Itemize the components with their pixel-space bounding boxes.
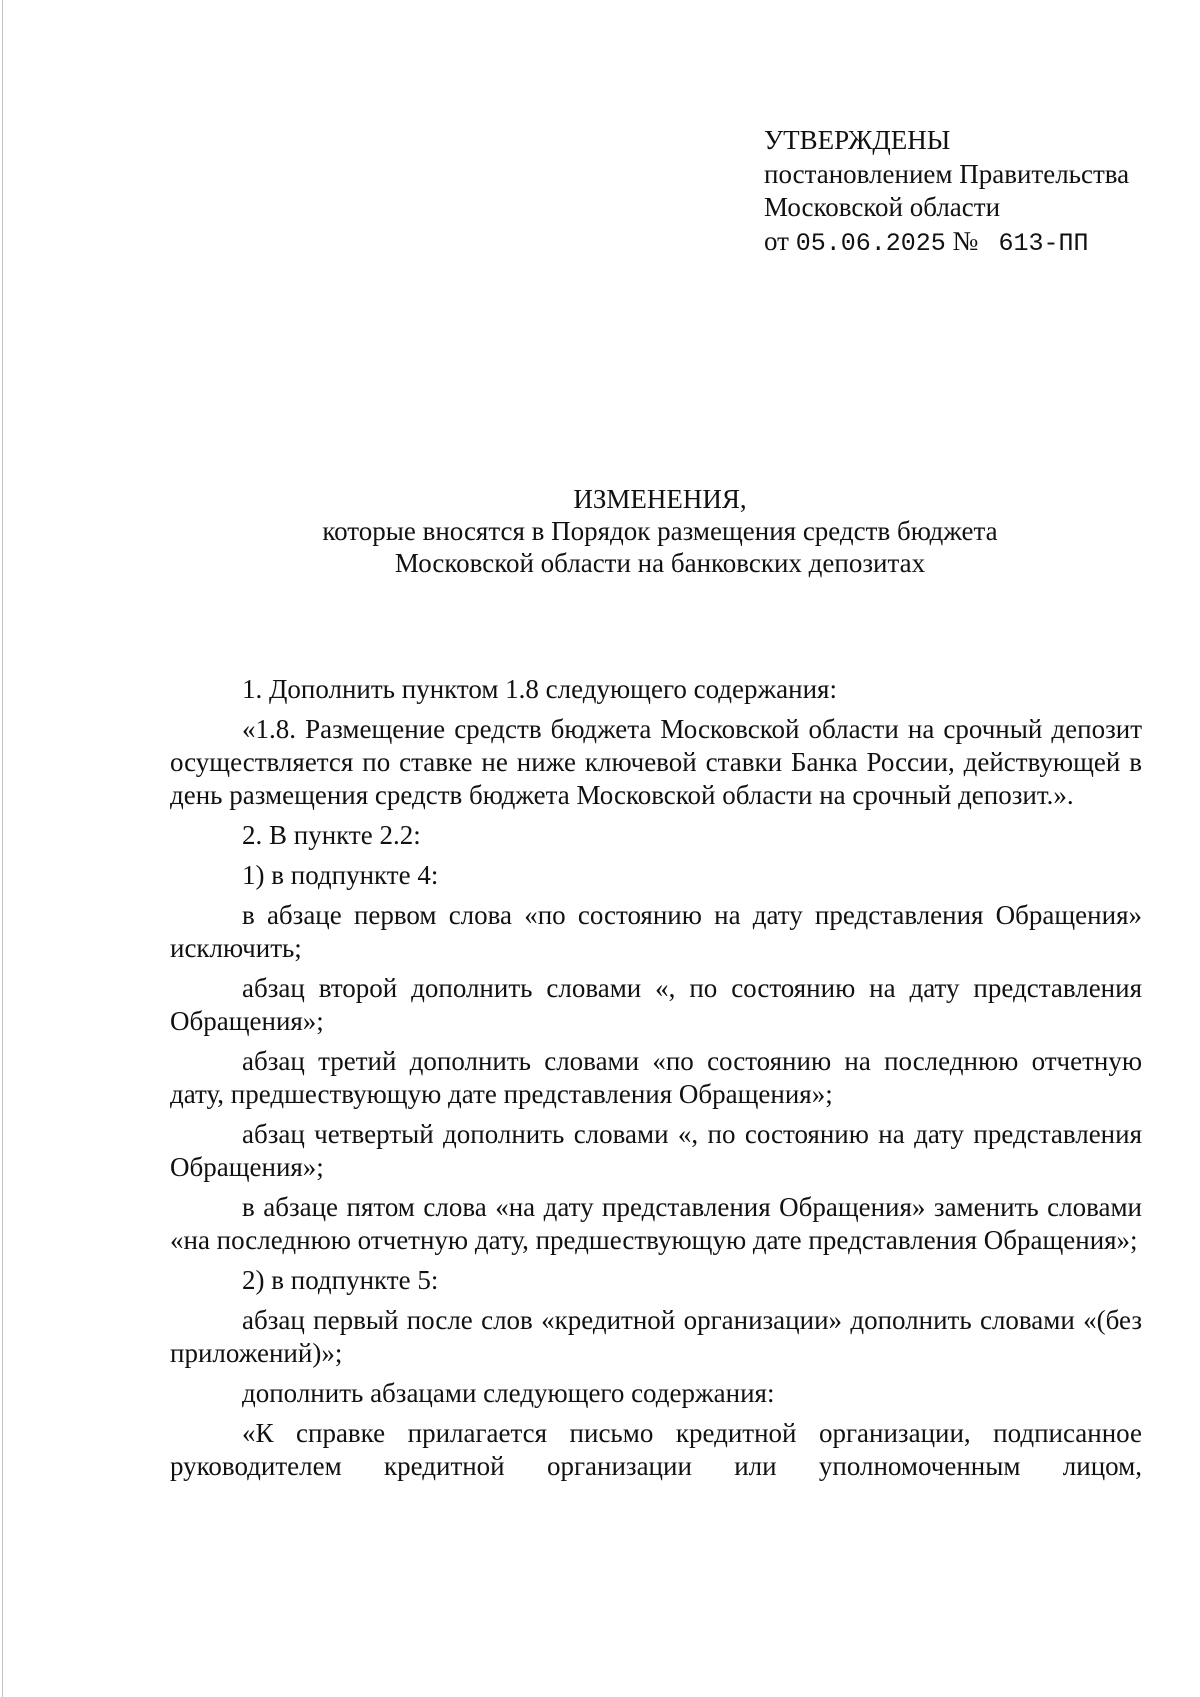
title-subtitle-line-1: которые вносятся в Порядок размещения средств бюджета [322, 516, 998, 546]
paragraph: в абзаце первом слова «по состоянию на дату представления Обращения» исключить; [170, 900, 1142, 963]
paragraph: абзац четвертый дополнить словами «, по состоянию на дату представления Обращения»; [170, 1119, 1142, 1182]
approval-region: Московской области [764, 192, 1001, 222]
paragraph: 2) в подпункте 5: [242, 1265, 439, 1295]
approval-issuer: постановлением Правительства [764, 158, 1130, 189]
scan-edge-line [2, 0, 3, 1697]
paragraph: абзац второй дополнить словами «, по состоянию на дату представления Обращения»; [170, 973, 1142, 1036]
paragraph: абзац первый после слов «кредитной организации» дополнить словами «(без приложений)»; [170, 1305, 1142, 1368]
paragraph: в абзаце пятом слова «на дату представления Обращения» заменить словами «на последнюю отчетную дату, предшествующую дате представления Обращения»; [170, 1192, 1142, 1255]
approval-date: 05.06.2025 [795, 228, 946, 258]
paragraph: 1) в подпункте 4: [242, 860, 439, 890]
paragraph: 2. В пункте 2.2: [242, 820, 421, 850]
approval-heading: УТВЕРЖДЕНЫ [764, 125, 951, 155]
paragraph: «К справке прилагается письмо кредитной организации, подписанное руководителем кредитной организации или уполномоченным лицом, [170, 1418, 1142, 1481]
approval-date-prefix: от [764, 225, 789, 256]
approval-stamp [764, 124, 1129, 260]
paragraph: абзац третий дополнить словами «по состоянию на последнюю отчетную дату, предшествующую дате представления Обращения»; [170, 1046, 1142, 1109]
approval-number: 613-ПП [998, 228, 1089, 258]
document-body [170, 673, 1142, 1490]
title-subtitle-line-2: Московской области на банковских депозитах [394, 548, 926, 578]
paragraph: 1. Дополнить пунктом 1.8 следующего содержания: [242, 674, 837, 704]
paragraph: дополнить абзацами следующего содержания: [242, 1378, 775, 1408]
paragraph: «1.8. Размещение средств бюджета Московской области на срочный депозит осуществляется по ставке не ниже ключевой ставки Банка России, действующей в день размещения средств бюджета Московской области на срочный депозит.». [170, 714, 1142, 810]
document-title [170, 483, 1150, 579]
approval-number-sign: № [952, 225, 979, 256]
title-heading: ИЗМЕНЕНИЯ, [573, 484, 747, 514]
approval-date-number [764, 225, 1129, 261]
